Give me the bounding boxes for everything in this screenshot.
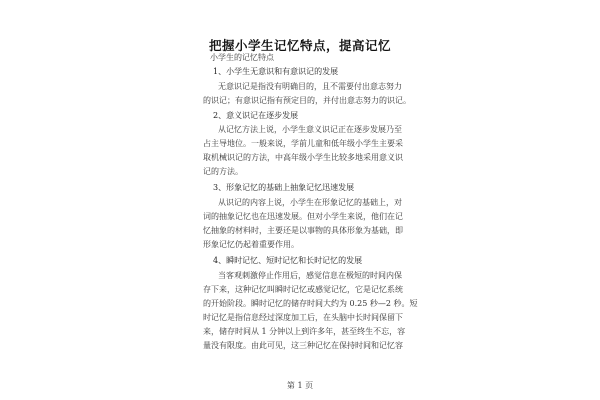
section-2-line-4: 记的方法。	[203, 167, 243, 176]
section-4-line-5: 来，储存时间从 1 分钟以上到许多年，甚至终生不忘，容	[203, 327, 406, 336]
section-2-heading: 2、意义识记在逐步发展	[213, 111, 299, 120]
section-4-line-4: 时记忆是指信息经过深度加工后，在头脑中长时间保留下	[203, 313, 403, 322]
section-3-line-4: 形象记忆仍起着重要作用。	[203, 240, 299, 249]
section-4-heading: 4、瞬时记忆、短时记忆和长时记忆的发展	[213, 256, 363, 265]
section-2-line-2: 占主导地位。一般来说，学前儿童和低年级小学生主要采	[203, 139, 403, 148]
section-1-heading: 1、小学生无意识和有意识记的发展	[213, 67, 339, 76]
section-2-line-1: 从记忆方法上说，小学生意义识记正在逐步发展乃至	[218, 125, 402, 134]
section-4-line-2: 存下来，这种记忆叫瞬时记忆或感觉记忆，它是记忆系统	[203, 285, 403, 294]
document-title: 把握小学生记忆特点，提高记忆	[208, 38, 391, 53]
page-number: 第 1 页	[286, 381, 314, 390]
section-3-line-1: 从识记的内容上说，小学生在形象记忆的基础上，对	[218, 198, 402, 207]
section-3-line-3: 忆抽象的材料时，主要还是以事物的具体形象为基础，即	[203, 226, 403, 235]
section-3-heading: 3、形象记忆的基础上抽象记忆迅速发展	[213, 183, 355, 192]
section-3-line-2: 词的抽象记忆也在迅速发展。但对小学生来说，他们在记	[203, 212, 403, 221]
section-4-line-6: 量没有限度。由此可见，这三种记忆在保持时间和记忆容	[203, 341, 403, 350]
section-1-line-2: 的识记；有意识记指有预定目的，并付出意志努力的识记。	[203, 96, 411, 105]
section-1-line-1: 无意识记是指没有明确目的，且不需要付出意志努力	[218, 82, 402, 91]
document-subtitle: 小学生的记忆特点	[210, 53, 274, 62]
section-4-line-3: 的开始阶段。瞬时记忆的储存时间大约为 0.25 秒—2 秒。短	[203, 299, 418, 308]
section-2-line-3: 取机械识记的方法，中高年级小学生比较多地采用意义识	[203, 153, 403, 162]
section-4-line-1: 当客观刺激停止作用后，感觉信息在极短的时间内保	[218, 271, 402, 280]
